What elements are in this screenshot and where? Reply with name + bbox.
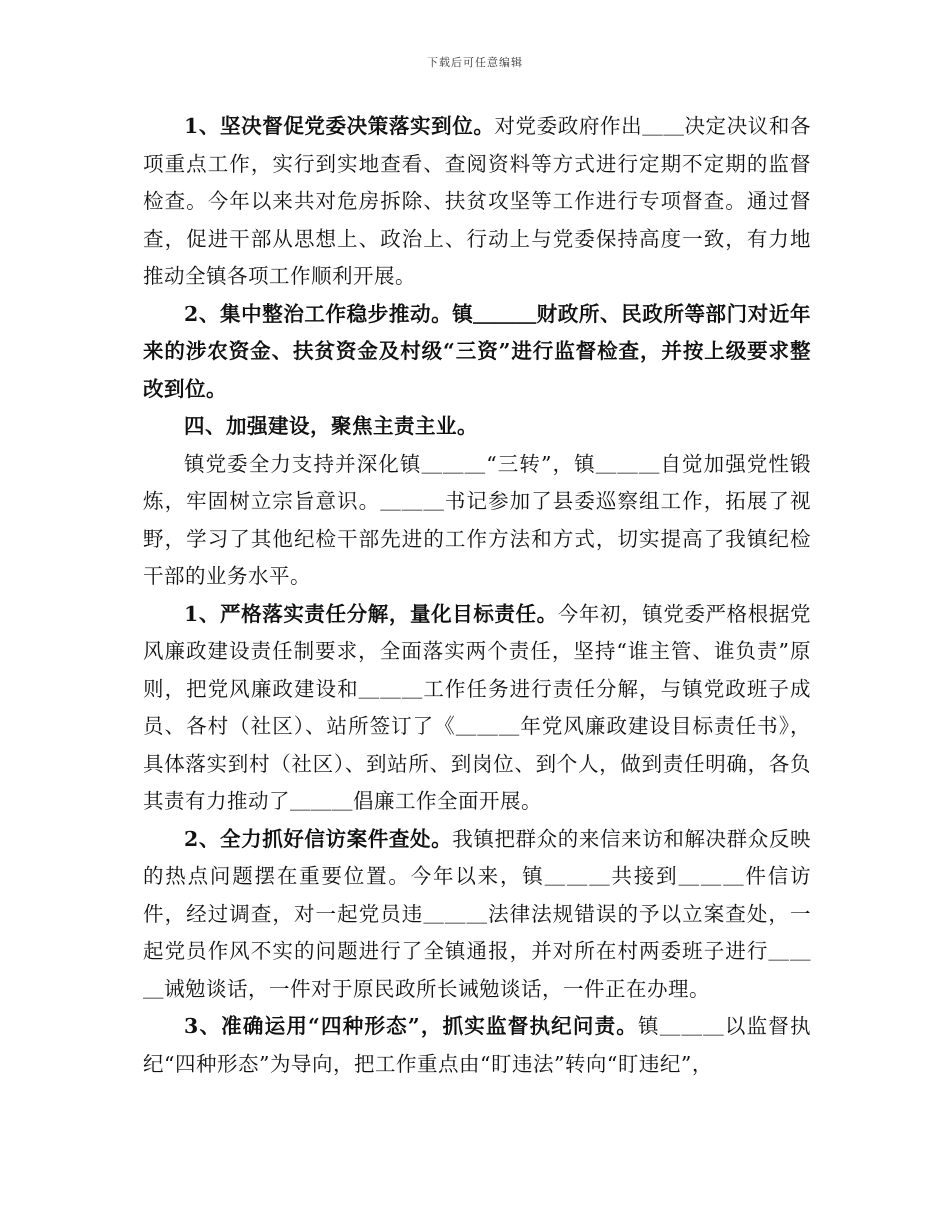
paragraph-heading: 2、集中整治工作稳步推动。镇＿＿＿财政所、民政所等部门对近年来的涉农资金、扶贫资金及村级“三资”进行监督检查，并按上级要求整改到位。 [143, 301, 811, 401]
paragraph-text: 对党委政府作出＿＿决定决议和各项重点工作，实行到实地查看、查阅资料等方式进行定期不定期的监督检查。今年以来共对危房拆除、扶贫攻坚等工作进行专项督查。通过督查，促进干部从思想上、政治上、行动上与党委保持高度一致，有力地推动全镇各项工作顺利开展。 [143, 114, 811, 288]
page-header: 下载后可任意编辑 [427, 56, 523, 69]
paragraph-text: 镇＿＿＿以监督执纪“四种形态”为导向，把工作重点由“盯违法”转向“盯违纪”， [143, 1014, 811, 1076]
paragraph-2 [143, 296, 811, 409]
paragraph-heading: 1、严格落实责任分解，量化目标责任。 [184, 601, 558, 626]
section-heading-text: 四、加强建设，聚焦主责主业。 [184, 414, 478, 438]
paragraph-text: 镇党委全力支持并深化镇＿＿＿“三转”，镇＿＿＿自觉加强党性锻炼，牢固树立宗旨意识。＿＿＿书记参加了县委巡察组工作，拓展了视野，学习了其他纪检干部先进的工作方法和方式，切实提高了我镇纪检干部的业务水平。 [143, 451, 811, 588]
paragraph-6 [143, 1008, 811, 1083]
paragraph-heading: 1、坚决督促党委决策落实到位。 [184, 114, 495, 138]
paragraph-text: 今年初，镇党委严格根据党风廉政建设责任制要求，全面落实两个责任，坚持“谁主管、谁负责”原则，把党风廉政建设和＿＿＿工作任务进行责任分解，与镇党政班子成员、各村（社区）、站所签订了《＿＿＿年党风廉政建设目标责任书》，具体落实到村（社区）、到站所、到岗位、到个人，做到责任明确，各负其责有力推动了＿＿＿倡廉工作全面开展。 [143, 601, 812, 813]
paragraph-5 [143, 821, 811, 1009]
section-heading [143, 408, 811, 446]
paragraph-4 [143, 596, 811, 821]
document-body [143, 108, 811, 1083]
paragraph-3 [143, 446, 811, 596]
paragraph-1 [143, 108, 811, 296]
paragraph-text: 我镇把群众的来信来访和解决群众反映的热点问题摆在重要位置。今年以来，镇＿＿＿共接到＿＿＿件信访件，经过调查，对一起党员违＿＿＿法律法规错误的予以立案查处，一起党员作风不实的问题进行了全镇通报，并对所在村两委班子进行＿＿＿诫勉谈话，一件对于原民政所长诫勉谈话，一件正在办理。 [143, 826, 812, 1001]
paragraph-heading: 2、全力抓好信访案件查处。 [184, 826, 453, 851]
paragraph-heading: 3、准确运用“四种形态”，抓实监督执纪问责。 [184, 1014, 639, 1038]
